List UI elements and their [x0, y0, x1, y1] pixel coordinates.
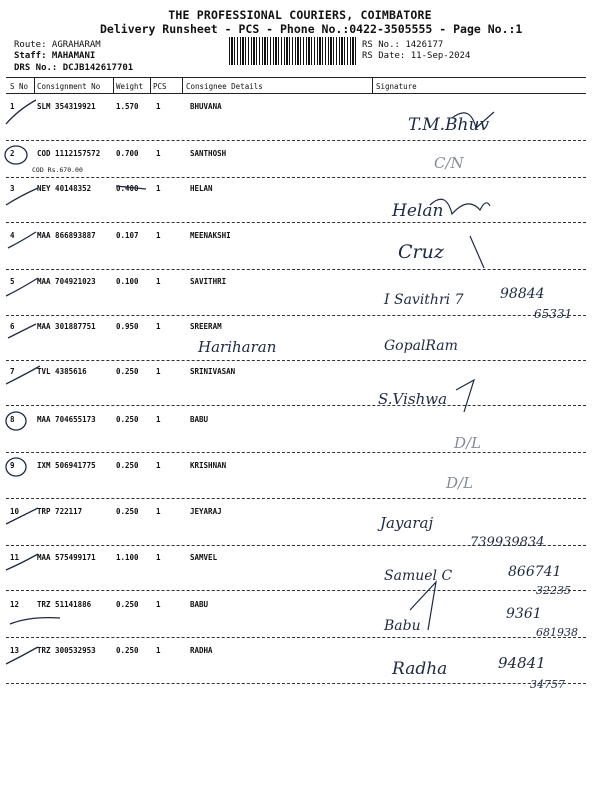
- row-sno: 11: [10, 553, 20, 562]
- signature-stroke: [452, 112, 494, 128]
- header-title: Delivery Runsheet - PCS - Phone No.:0422-3505555 - Page No.:1: [100, 22, 523, 36]
- signatures: [410, 112, 494, 630]
- handwritten-signature: S.Vishwa: [378, 390, 448, 408]
- handwritten-signature: T.M.Bhuv: [408, 115, 490, 135]
- row-pcs: 1: [156, 149, 161, 158]
- row-consignment: TRZ 51141886: [37, 600, 92, 609]
- row-weight: 0.400: [116, 184, 139, 193]
- row-pcs: 1: [156, 415, 161, 424]
- handwritten-note: D/L: [454, 434, 482, 452]
- row-weight: 0.950: [116, 322, 139, 331]
- row-divider: [6, 545, 586, 546]
- row-divider: [6, 177, 586, 178]
- row-consignment: MAA 704921023: [37, 277, 96, 286]
- row-sno: 1: [10, 102, 15, 111]
- drs-number: DRS No.: DCJB142617701: [14, 63, 134, 73]
- row-divider: [6, 498, 586, 499]
- row-divider: [6, 452, 586, 453]
- row-divider: [6, 405, 586, 406]
- col-header-weight: Weight: [116, 82, 144, 91]
- row-consignee: SREERAM: [190, 322, 222, 331]
- row-consignee: HELAN: [190, 184, 213, 193]
- row-consignee: BABU: [190, 600, 209, 609]
- row-consignment: NEY 40148352: [37, 184, 92, 193]
- handwritten-signature: Radha: [392, 659, 448, 679]
- row-divider: [6, 360, 586, 361]
- row-consignee: JEYARAJ: [190, 507, 222, 516]
- row-sno: 2: [10, 149, 15, 158]
- col-divider: [34, 77, 35, 93]
- circle-mark: [6, 458, 26, 476]
- row-consignee: SAVITHRI: [190, 277, 227, 286]
- handwritten-phone: 9361: [506, 606, 542, 622]
- handwritten-signature: Jayaraj: [380, 514, 434, 532]
- col-header-signature: Signature: [376, 82, 417, 91]
- row-sno: 7: [10, 367, 15, 376]
- row-consignee: SAMVEL: [190, 553, 218, 562]
- row-weight: 0.250: [116, 415, 139, 424]
- row-divider: [6, 269, 586, 270]
- col-header-consignment: Consignment No: [37, 82, 101, 91]
- handwritten-phone: 32235: [536, 584, 571, 597]
- row-weight: 1.100: [116, 553, 139, 562]
- row-divider: [6, 683, 586, 684]
- row-weight: 0.250: [116, 600, 139, 609]
- row-pcs: 1: [156, 507, 161, 516]
- row-consignment: MAA 704655173: [37, 415, 96, 424]
- handwritten-note: D/L: [446, 474, 474, 492]
- col-header-pcs: PCS: [153, 82, 167, 91]
- handwritten-phone: 681938: [536, 626, 578, 639]
- row-consignee: BABU: [190, 415, 209, 424]
- route-label: Route: AGRAHARAM: [14, 40, 101, 50]
- row-weight: 0.250: [116, 367, 139, 376]
- circle-mark: [5, 146, 27, 164]
- row-consignment: TRZ 300532953: [37, 646, 96, 655]
- row-pcs: 1: [156, 277, 161, 286]
- header-company: THE PROFESSIONAL COURIERS, COIMBATORE: [168, 8, 432, 22]
- row-sno: 8: [10, 415, 15, 424]
- row-sno: 9: [10, 461, 15, 470]
- col-header-consignee: Consignee Details: [186, 82, 263, 91]
- handwritten-signature: Helan: [392, 201, 444, 221]
- signature-stroke: [456, 380, 474, 412]
- row-sno: 13: [10, 646, 20, 655]
- circle-mark: [6, 412, 26, 430]
- handwritten-note: C/N: [434, 154, 464, 172]
- barcode: [229, 37, 357, 65]
- table-header-border: [6, 93, 586, 94]
- col-divider: [150, 77, 151, 93]
- row-consignment: SLM 354319921: [37, 102, 96, 111]
- row-weight: 0.250: [116, 461, 139, 470]
- row-consignee: RADHA: [190, 646, 213, 655]
- rs-number: RS No.: 1426177: [362, 40, 444, 50]
- signature-stroke: [430, 199, 490, 214]
- row-pcs: 1: [156, 646, 161, 655]
- row-consignee: KRISHNAN: [190, 461, 227, 470]
- handwritten-phone: 739939834: [470, 535, 545, 550]
- row-consignment: MAA 866893887: [37, 231, 96, 240]
- row-consignment: TVL 4385616: [37, 367, 87, 376]
- row-pcs: 1: [156, 184, 161, 193]
- row-sno: 6: [10, 322, 15, 331]
- handwritten-signature: Samuel C: [384, 568, 453, 584]
- col-header-sno: S No: [10, 82, 29, 91]
- row-weight: 0.107: [116, 231, 139, 240]
- table-top-border: [6, 77, 586, 78]
- row-consignee: BHUVANA: [190, 102, 222, 111]
- row-consignee: SRINIVASAN: [190, 367, 236, 376]
- row-consignment: IXM 506941775: [37, 461, 96, 470]
- col-divider: [113, 77, 114, 93]
- row-consignee: MEENAKSHI: [190, 231, 231, 240]
- row-pcs: 1: [156, 102, 161, 111]
- row-divider: [6, 222, 586, 223]
- tick-mark: [10, 618, 60, 624]
- row-weight: 0.700: [116, 149, 139, 158]
- handwritten-signature: GopalRam: [384, 338, 458, 354]
- row-sno: 4: [10, 231, 15, 240]
- row-divider: [6, 590, 586, 591]
- row-consignment: MAA 575499171: [37, 553, 96, 562]
- row-weight: 1.570: [116, 102, 139, 111]
- handwritten-phone: 866741: [508, 564, 562, 580]
- handwritten-phone: 98844: [500, 286, 545, 302]
- row-sno: 10: [10, 507, 20, 516]
- row-consignment: MAA 301887751: [37, 322, 96, 331]
- handwritten-phone: 34757: [530, 678, 565, 691]
- row-pcs: 1: [156, 367, 161, 376]
- row-consignment: COD 1112157572: [37, 149, 101, 158]
- row-pcs: 1: [156, 553, 161, 562]
- row-sno: 12: [10, 600, 20, 609]
- row-consignee: SANTHOSH: [190, 149, 227, 158]
- handwritten-signature: I Savithri 7: [384, 292, 464, 308]
- row-weight: 0.250: [116, 507, 139, 516]
- rs-date: RS Date: 11-Sep-2024: [362, 51, 471, 61]
- col-divider: [182, 77, 183, 93]
- row-sno: 5: [10, 277, 15, 286]
- row-pcs: 1: [156, 231, 161, 240]
- row-pcs: 1: [156, 322, 161, 331]
- row-divider: [6, 315, 586, 316]
- row-divider: [6, 140, 586, 141]
- staff-label: Staff: MAHAMANI: [14, 51, 96, 61]
- handwritten-phone: 94841: [498, 654, 546, 672]
- row-consignment: TRP 722117: [37, 507, 83, 516]
- row-divider: [6, 637, 586, 638]
- signature-stroke: [470, 236, 484, 268]
- row-sno: 3: [10, 184, 15, 193]
- col-divider: [372, 77, 373, 93]
- handwritten-name: Hariharan: [198, 338, 277, 356]
- row-weight: 0.250: [116, 646, 139, 655]
- handwritten-signature: Cruz: [398, 241, 444, 263]
- handwritten-signature: Babu: [384, 618, 421, 634]
- row-weight: 0.100: [116, 277, 139, 286]
- row-pcs: 1: [156, 461, 161, 470]
- handwritten-phone: 65331: [534, 307, 573, 321]
- row-pcs: 1: [156, 600, 161, 609]
- cod-note: COD Rs.670.00: [32, 166, 83, 174]
